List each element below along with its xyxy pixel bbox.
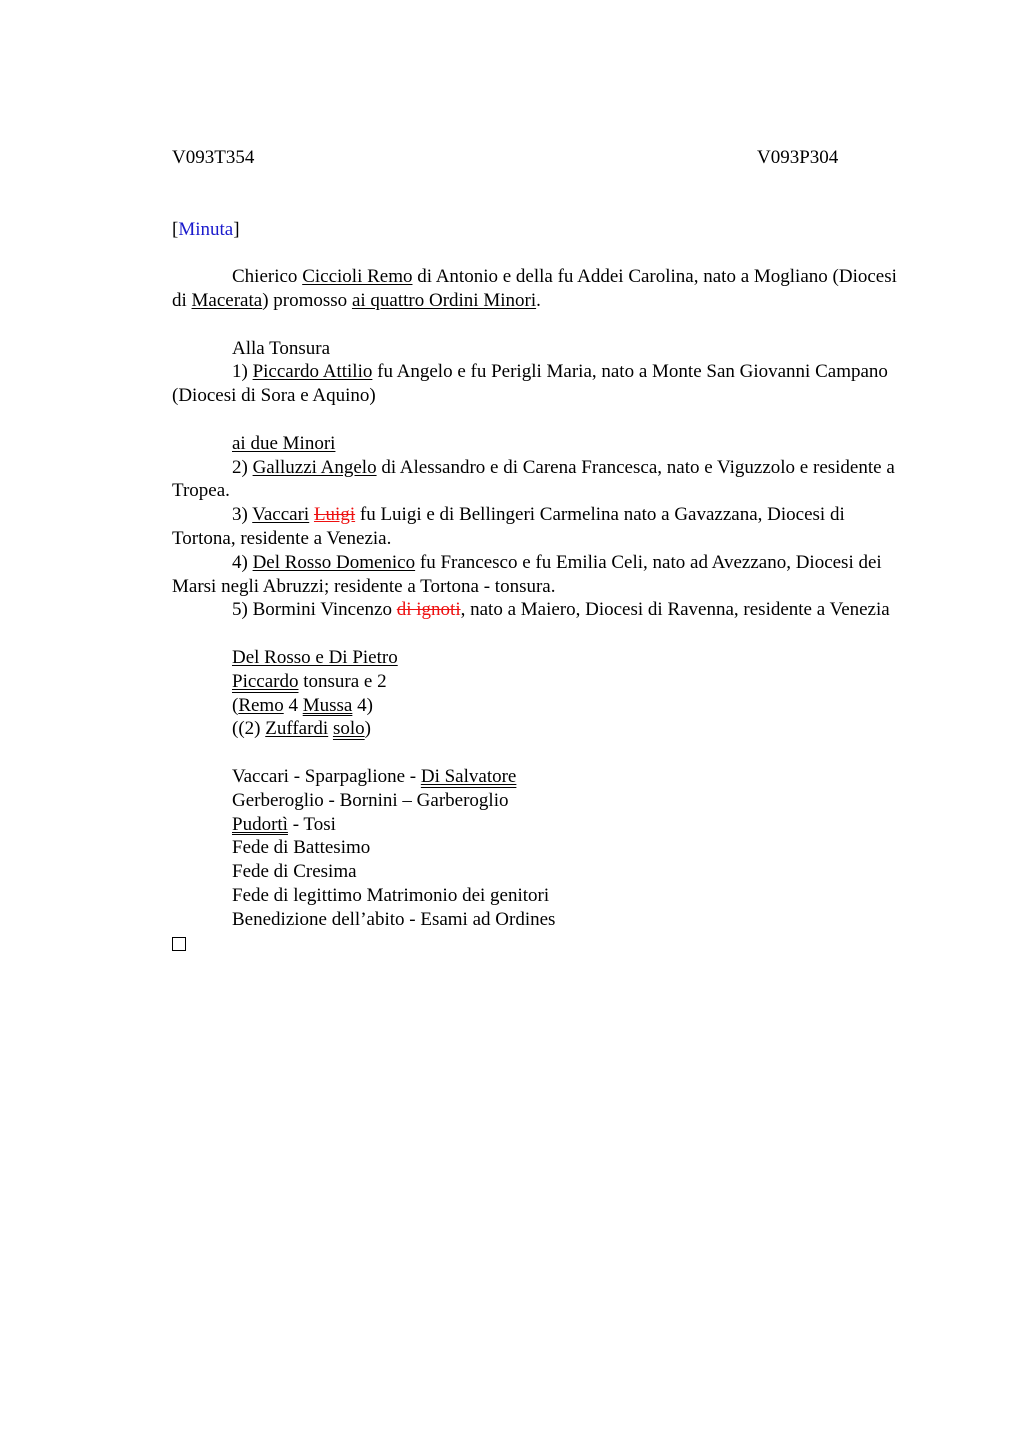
item-text: 5) Bormini Vincenzo (232, 599, 397, 621)
item-name: Del Rosso Domenico (252, 551, 416, 573)
intro-diocese: Macerata (191, 289, 263, 311)
intro-text-1: Chierico (232, 266, 303, 288)
page-header (172, 146, 912, 170)
intro-text-4: . (536, 289, 541, 311)
doc-line-1 (232, 765, 912, 789)
doc-text: Vaccari - Sparpaglione - (232, 765, 421, 787)
note-text: 4 (283, 694, 303, 716)
documents-block (172, 765, 912, 932)
end-marker (172, 932, 912, 958)
doc-line-4: Fede di Battesimo (232, 837, 371, 859)
deleted-text: Luigi (313, 504, 356, 526)
intro-text-3: ) promosso (262, 289, 352, 311)
minuta-word: Minuta (178, 218, 234, 240)
spacer (172, 241, 912, 265)
list-item-4 (172, 551, 912, 599)
note-text: ) (364, 718, 371, 740)
item-name: Galluzzi Angelo (252, 456, 377, 478)
item-text: fu Luigi e di Bellingeri Carmelina nato a Gavazzana, Diocesi di Tortona, residente a Venezia. (172, 504, 845, 549)
note-text: ((2) (232, 718, 266, 740)
document-code-right: V093P304 (757, 147, 839, 168)
intro-text-2: di Antonio e della fu Addei Carolina, nato a Mogliano (Diocesi di (172, 266, 897, 311)
note-line-3 (232, 694, 912, 718)
list-item-3 (172, 503, 912, 551)
note-text: 4) (352, 694, 373, 716)
notes-block (172, 646, 912, 741)
note-line-2 (232, 670, 912, 694)
deleted-text: di ignoti (396, 599, 461, 621)
item-number: 1) (232, 361, 253, 383)
item-text: di Alessandro e di Carena Francesca, nato e Viguzzolo e residente a Tropea. (172, 456, 895, 502)
spacer (172, 313, 912, 337)
item-text: , nato a Maiero, Diocesi di Ravenna, residente a Venezia (460, 599, 890, 621)
document-page (172, 146, 912, 957)
note-text: ( (232, 694, 239, 716)
note-name: Mussa (302, 694, 353, 716)
spacer (172, 741, 912, 765)
item-number: 4) (232, 551, 253, 573)
doc-text: - Tosi (287, 813, 336, 835)
doc-line-7: Benedizione dell’abito - Esami ad Ordines (232, 908, 556, 930)
doc-line-3 (232, 813, 912, 837)
doc-line-5: Fede di Cresima (232, 861, 357, 883)
spacer (172, 170, 912, 218)
item-name: Piccardo Attilio (252, 361, 373, 383)
spacer (172, 408, 912, 432)
document-code-left: V093T354 (172, 147, 255, 168)
minuta-label (172, 218, 912, 242)
note-name: Piccardo (232, 670, 299, 692)
bracket-open: [ (172, 218, 179, 240)
list-item-5 (172, 598, 912, 622)
note-text: tonsura e 2 (298, 670, 387, 692)
note-line-1 (232, 646, 912, 670)
note-line-4 (232, 717, 912, 741)
doc-line-2: Gerberoglio - Bornini – Garberoglio (232, 789, 509, 811)
item-text: fu Francesco e fu Emilia Celi, nato ad Avezzano, Diocesi dei Marsi negli Abruzzi; residente a Tortona - tonsura. (172, 551, 882, 597)
note-text: Del Rosso e Di Pietro (232, 646, 398, 668)
note-name: Remo (238, 694, 284, 716)
note-name: solo (332, 718, 365, 740)
minori-heading (172, 432, 912, 456)
doc-name: Di Salvatore (420, 765, 517, 787)
note-name: Zuffardi (265, 718, 329, 740)
item-text: fu Angelo e fu Perigli Maria, nato a Monte San Giovanni Campano (Diocesi di Sora e Aquino) (172, 361, 888, 407)
minori-heading-text: ai due Minori (232, 432, 336, 454)
item-name: Vaccari (252, 504, 310, 526)
intro-name: Ciccioli Remo (302, 266, 413, 288)
item-number: 3) (232, 504, 253, 526)
doc-line-6: Fede di legittimo Matrimonio dei genitori (232, 884, 550, 906)
list-item-1 (172, 360, 912, 408)
checkbox-square-icon (172, 937, 186, 951)
spacer (172, 622, 912, 646)
doc-name: Pudortì (232, 813, 288, 835)
item-number: 2) (232, 456, 253, 478)
intro-orders: ai quattro Ordini Minori (351, 289, 537, 311)
tonsura-heading: Alla Tonsura (232, 337, 331, 359)
bracket-close: ] (233, 218, 240, 240)
list-item-2 (172, 456, 912, 504)
intro-paragraph (172, 265, 912, 313)
